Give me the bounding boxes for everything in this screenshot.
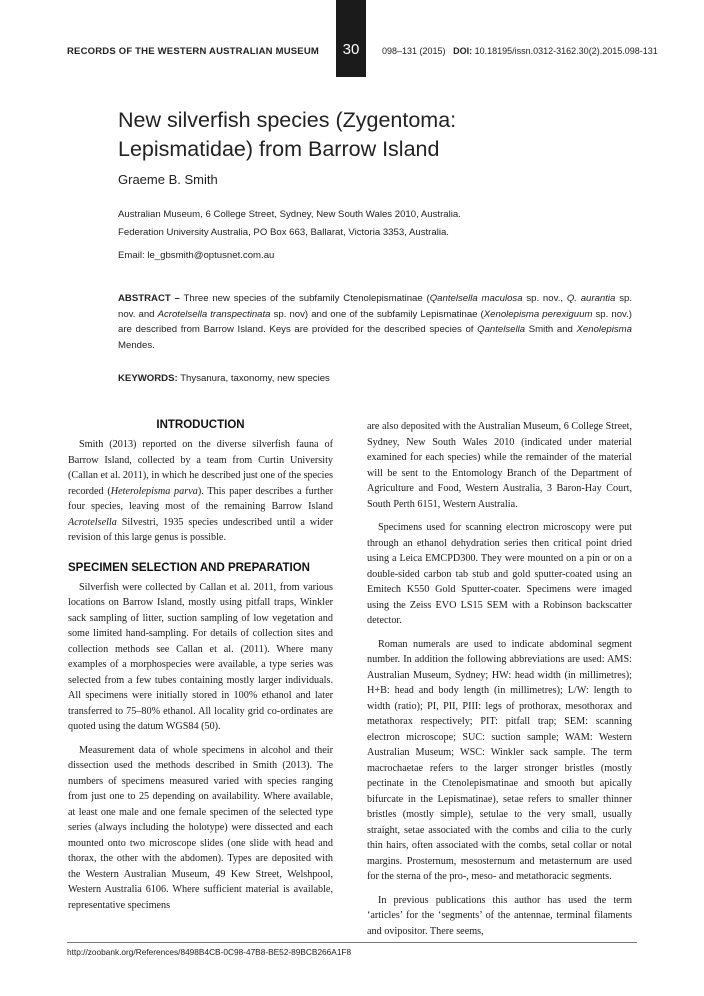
genus-name: Xenolepisma xyxy=(576,324,632,335)
right-column xyxy=(367,419,632,939)
genus-name: Qantelsella xyxy=(477,324,526,335)
keywords-text: Thysanura, taxonomy, new species xyxy=(177,373,330,384)
species-name: Acrotelsella transpectinata xyxy=(157,308,271,320)
body-paragraph: Specimens used for scanning electron microscopy were put through an ethanol dehydration series then critical point dried using a Leica EMCPD300. They were mounted on a pin or on a double-sided carbon tab stub and gold sputter-coated using an Emitech K550 Gold Sputter-coater. Specimens were imaged using the Zeiss EVO LS15 SEM with a Robinson backscatter detector. xyxy=(367,522,632,626)
species-name: Q. aurantia xyxy=(566,293,616,304)
affiliation-1: Australian Museum, 6 College Street, Sydney, New South Wales 2010, Australia. xyxy=(118,209,461,220)
body-paragraph: In previous publications this author has used the term ‘articles’ for the ‘segments’ of the antennae, terminal filaments and ovipositor. There seems, xyxy=(367,894,632,937)
genus-name: Acrotelsella xyxy=(68,516,117,528)
left-column xyxy=(68,419,333,913)
page-range: 098–131 (2015) xyxy=(382,46,446,56)
body-paragraph: are also deposited with the Australian Museum, 6 College Street, Sydney, New South Wales 2010 (indicated under material examined for each species) while the remainder of the material will be sent to the Entomology Branch of the Department of Agriculture and Food, Western Australia, 3 Baron-Hay Court, South Perth 6151, Western Australia. xyxy=(367,421,632,510)
body-text: Silvestri, 1935 species undescribed until a wider revision of this large genus is possible. xyxy=(68,516,333,543)
abstract-text: Three new species of the subfamily Ctenolepismatinae ( xyxy=(179,293,430,304)
abstract-text: sp. nov. and xyxy=(118,293,632,320)
species-name: Heterolepisma parva xyxy=(110,485,198,497)
body-text: ). This paper describes a further four species, leaving most of the remaining Barrow Island xyxy=(68,485,333,512)
species-name: Qantelsella maculosa xyxy=(429,293,523,304)
doi-link[interactable]: 10.18195/issn.0312-3162.30(2).2015.098-131 xyxy=(474,46,658,56)
abstract-text: Mendes. xyxy=(118,339,155,351)
journal-name: RECORDS OF THE WESTERN AUSTRALIAN MUSEUM xyxy=(67,46,320,57)
body-paragraph: Measurement data of whole specimens in alcohol and their dissection used the methods described in Smith (2013). The numbers of specimens measured varied with species ranging from just one to 25 depending on availability. Where available, at least one male and one female specimen of the selected type series (always including the holotype) were dissected and each mounted onto two microscope slides (one slide with head and thorax, the other with the abdomen). Types are deposited with the Western Australian Museum, 49 Kew Street, Welshpool, Western Australia 6106. Where sufficient material is available, representative specimens xyxy=(68,744,333,911)
citation-info xyxy=(382,46,658,56)
footer-divider xyxy=(67,942,637,943)
keywords-label: KEYWORDS: xyxy=(118,373,178,384)
keywords xyxy=(118,373,330,384)
body-paragraph: Silverfish were collected by Callan et al. 2011, from various locations on Barrow Island, mostly using pitfall traps, Winkler sack sampling of litter, suction sampling of low vegetation and some limited hand-sampling. For details of collection sites and collection methods see Callan et al. (2011). Where many examples of a morphospecies were available, a type series was selected from a few tubes containing mostly larger individuals. All specimens were initially stored in 100% ethanol and later transferred to 75–80% ethanol. All locality grid co-ordinates are quoted using the datum WGS84 (50). xyxy=(68,581,333,732)
author-email[interactable]: Email: le_gbsmith@optusnet.com.au xyxy=(118,250,275,261)
body-paragraph: Roman numerals are used to indicate abdominal segment number. In addition the following abbreviations are used: AMS: Australian Museum, Sydney; HW: head width (in millimetres); H+B: head and body length (in millimetres); L/W: length to width (ratio); PI, PII, PIII: legs of prothorax, mesothorax and metathorax respectively; PIT: pitfall trap; SEM: scanning electron microscope; SUC: suction sample; WAM: Western Australian Museum; WSC: Winkler sack sample. The term macrochaetae refers to the larger stronger bristles (mostly pectinate in the Ctenolepismatinae and smooth but apically bifurcate in the Lepismatinae), setae refers to smaller thinner bristles (mostly simple), setulae to the very small, usually straight, setae associated with the combs and cilia to the curly thin hairs, often associated with the combs, setal collar or notal margins. Prosternum, mesosternum and metasternum are used for the sterna of the pro-, meso- and metathoracic segments. xyxy=(367,638,632,882)
abstract-text: sp. nov.) are described from Barrow Island. Keys are provided for the described species of xyxy=(118,308,632,335)
body-text: Smith (2013) reported on the diverse silverfish fauna of Barrow Island, collected by a team from Curtin University (Callan et al. 2011), in which he described just one of the species recorded ( xyxy=(68,439,333,497)
zoobank-link[interactable]: http://zoobank.org/References/8498B4CB-0C98-47B8-BE52-89BCB266A1F8 xyxy=(67,947,352,957)
article-title: New silverfish species (Zygentoma: Lepismatidae) from Barrow Island xyxy=(118,108,457,161)
page-number: 30 xyxy=(342,41,360,58)
specimen-selection-heading: SPECIMEN SELECTION AND PREPARATION xyxy=(68,561,310,574)
doi-label: DOI: xyxy=(453,46,473,56)
abstract-text: sp. nov., xyxy=(522,293,567,304)
abstract xyxy=(118,291,632,353)
abstract-label: ABSTRACT – xyxy=(118,293,180,304)
affiliation-2: Federation University Australia, PO Box 663, Ballarat, Victoria 3353, Australia. xyxy=(118,227,449,238)
page-number-tab xyxy=(336,0,366,77)
abstract-text: sp. nov) and one of the subfamily Lepismatinae ( xyxy=(270,308,484,320)
species-name: Xenolepisma perexiguum xyxy=(483,308,593,320)
introduction-paragraph xyxy=(68,437,333,546)
author-name: Graeme B. Smith xyxy=(118,172,218,187)
abstract-text: Smith and xyxy=(525,324,577,335)
introduction-heading: INTRODUCTION xyxy=(156,419,245,431)
